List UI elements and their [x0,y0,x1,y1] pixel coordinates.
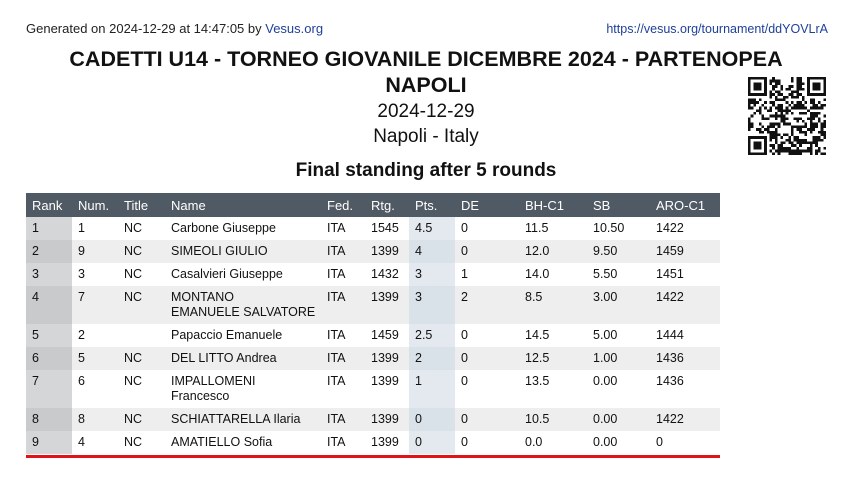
table-row [26,370,720,408]
column-header-rtg: Rtg. [365,193,409,217]
cell-num: 6 [78,374,85,388]
cell-sb: 0.00 [593,374,618,388]
cell-points: 4 [409,240,455,263]
cell-aro: 0 [656,435,663,449]
cell-sb: 0.00 [593,435,618,449]
cell-fed: ITA [327,374,346,388]
cell-de: 0 [455,408,519,431]
cell-name [165,263,321,286]
cell-rank: 5 [26,324,72,347]
cell-aro: 1422 [650,286,720,324]
table-row [26,286,720,324]
cell-points: 2 [409,347,455,370]
cell-name [165,370,321,408]
cell-aro: 1459 [650,240,720,263]
player-name: SCHIATTARELLA Ilaria [171,412,301,426]
cell-sb: 10.50 [593,221,625,235]
column-header-pts: Pts. [409,193,455,217]
table-row [26,431,720,454]
cell-rank: 1 [26,217,72,240]
cell-de: 0 [455,347,519,370]
cell-fed: ITA [321,347,365,370]
cell-aro: 1451 [656,267,684,281]
column-header-bh: BH-C1 [519,193,587,217]
player-name: DEL LITTO Andrea [171,351,277,365]
cell-num: 1 [78,221,85,235]
cell-de: 0 [455,240,519,263]
tournament-url-link[interactable]: https://vesus.org/tournament/ddYOVLrA [606,22,828,36]
cell-rating: 1459 [371,328,399,342]
cell-rating: 1399 [371,374,399,388]
cell-points: 0 [409,431,455,454]
cell-rating: 1545 [371,221,399,235]
cell-fed: ITA [321,240,365,263]
cell-bh: 8.5 [519,286,587,324]
cell-title: NC [118,408,165,431]
generated-note [26,21,323,36]
standing-heading: Final standing after 5 rounds [295,160,557,181]
cell-bh: 14.5 [525,328,550,342]
cell-fed: ITA [327,267,346,281]
cell-bh: 10.5 [519,408,587,431]
cell-name [165,240,321,263]
cell-fed: ITA [321,286,365,324]
cell-bh: 14.0 [525,267,550,281]
cell-title: NC [118,240,165,263]
cell-rank: 7 [26,370,72,408]
table-row [26,408,720,431]
cell-rank: 4 [26,286,72,324]
cell-rating: 1399 [365,347,409,370]
cell-bh: 12.5 [519,347,587,370]
cell-de: 0 [461,435,468,449]
cell-fed: ITA [321,408,365,431]
cell-num: 7 [72,286,118,324]
cell-title: NC [124,435,143,449]
cell-title: NC [124,267,143,281]
cell-aro: 1436 [650,347,720,370]
cell-name [165,286,321,324]
vesus-link[interactable]: Vesus.org [265,21,324,36]
cell-rank: 8 [26,408,72,431]
cell-rank: 9 [26,431,72,454]
cell-aro: 1444 [656,328,684,342]
cell-bh: 13.5 [525,374,550,388]
cell-de: 0 [461,328,468,342]
column-header-rank: Rank [26,193,72,217]
cell-aro: 1422 [656,221,684,235]
cell-sb: 3.00 [587,286,650,324]
cell-aro: 1436 [656,374,684,388]
cell-name [165,324,321,347]
table-row [26,324,720,347]
cell-rating: 1399 [365,286,409,324]
qr-code-icon [748,77,826,155]
cell-sb: 5.50 [593,267,618,281]
cell-title: NC [118,347,165,370]
cell-fed: ITA [327,221,346,235]
cell-rank: 6 [26,347,72,370]
cell-de: 2 [455,286,519,324]
cell-bh: 0.0 [525,435,543,449]
table-row [26,240,720,263]
table-row [26,263,720,286]
cell-points: 4.5 [409,217,455,240]
cell-bh: 11.5 [525,221,549,235]
cell-de: 0 [461,374,468,388]
cell-name [165,431,321,454]
tournament-place: Napoli - Italy [373,126,479,147]
cell-num: 3 [78,267,85,281]
cell-num: 8 [72,408,118,431]
column-header-num: Num. [72,193,118,217]
cell-rank: 2 [26,240,72,263]
cell-rating: 1432 [371,267,399,281]
column-header-title: Title [118,193,165,217]
table-row [26,347,720,370]
cell-title: NC [124,221,143,235]
player-name: IMPALLOMENI [171,374,256,388]
cell-rating: 1399 [371,435,399,449]
cell-rank: 3 [26,263,72,286]
cell-points: 3 [409,286,455,324]
player-name: SIMEOLI GIULIO [171,244,268,258]
cell-num: 9 [72,240,118,263]
column-header-aro: ARO-C1 [650,193,720,217]
table-header-row [26,193,720,217]
cell-title: NC [118,286,165,324]
cell-title [118,324,165,347]
tournament-date: 2024-12-29 [377,101,475,122]
cell-name [165,347,321,370]
table-row [26,217,720,240]
cell-num: 4 [78,435,85,449]
cell-fed: ITA [327,328,346,342]
cell-sb: 5.00 [593,328,618,342]
highlight-line [26,455,720,458]
cell-name [165,408,321,431]
cell-aro: 1422 [650,408,720,431]
cell-num: 2 [78,328,85,342]
cell-sb: 1.00 [587,347,650,370]
column-header-de: DE [455,193,519,217]
player-name: Papaccio Emanuele [171,328,283,342]
player-name: Carbone Giuseppe [171,221,276,235]
cell-de: 1 [461,267,468,281]
cell-fed: ITA [327,435,346,449]
cell-title: NC [124,374,143,388]
column-header-name: Name [165,193,321,217]
cell-points: 0 [409,408,455,431]
cell-rating: 1399 [365,408,409,431]
cell-points: 1 [409,370,455,408]
cell-num: 5 [72,347,118,370]
player-name: AMATIELLO Sofia [171,435,273,449]
cell-sb: 0.00 [587,408,650,431]
column-header-fed: Fed. [321,193,365,217]
player-name: Casalvieri Giuseppe [171,267,283,281]
tournament-title: CADETTI U14 - TORNEO GIOVANILE DICEMBRE 2024 - PARTENOPEA NAPOLI [69,47,783,97]
column-header-sb: SB [587,193,650,217]
cell-bh: 12.0 [519,240,587,263]
cell-points: 3 [409,263,455,286]
cell-rating: 1399 [365,240,409,263]
player-name-continued: Francesco [171,389,230,403]
cell-points: 2.5 [409,324,455,347]
player-name: MONTANO [171,290,234,304]
cell-name [165,217,321,240]
standings-table [26,193,720,454]
cell-de: 0 [461,221,468,235]
cell-sb: 9.50 [587,240,650,263]
generated-text: Generated on 2024-12-29 at 14:47:05 by [26,21,266,36]
player-name-continued: EMANUELE SALVATORE [171,305,316,319]
